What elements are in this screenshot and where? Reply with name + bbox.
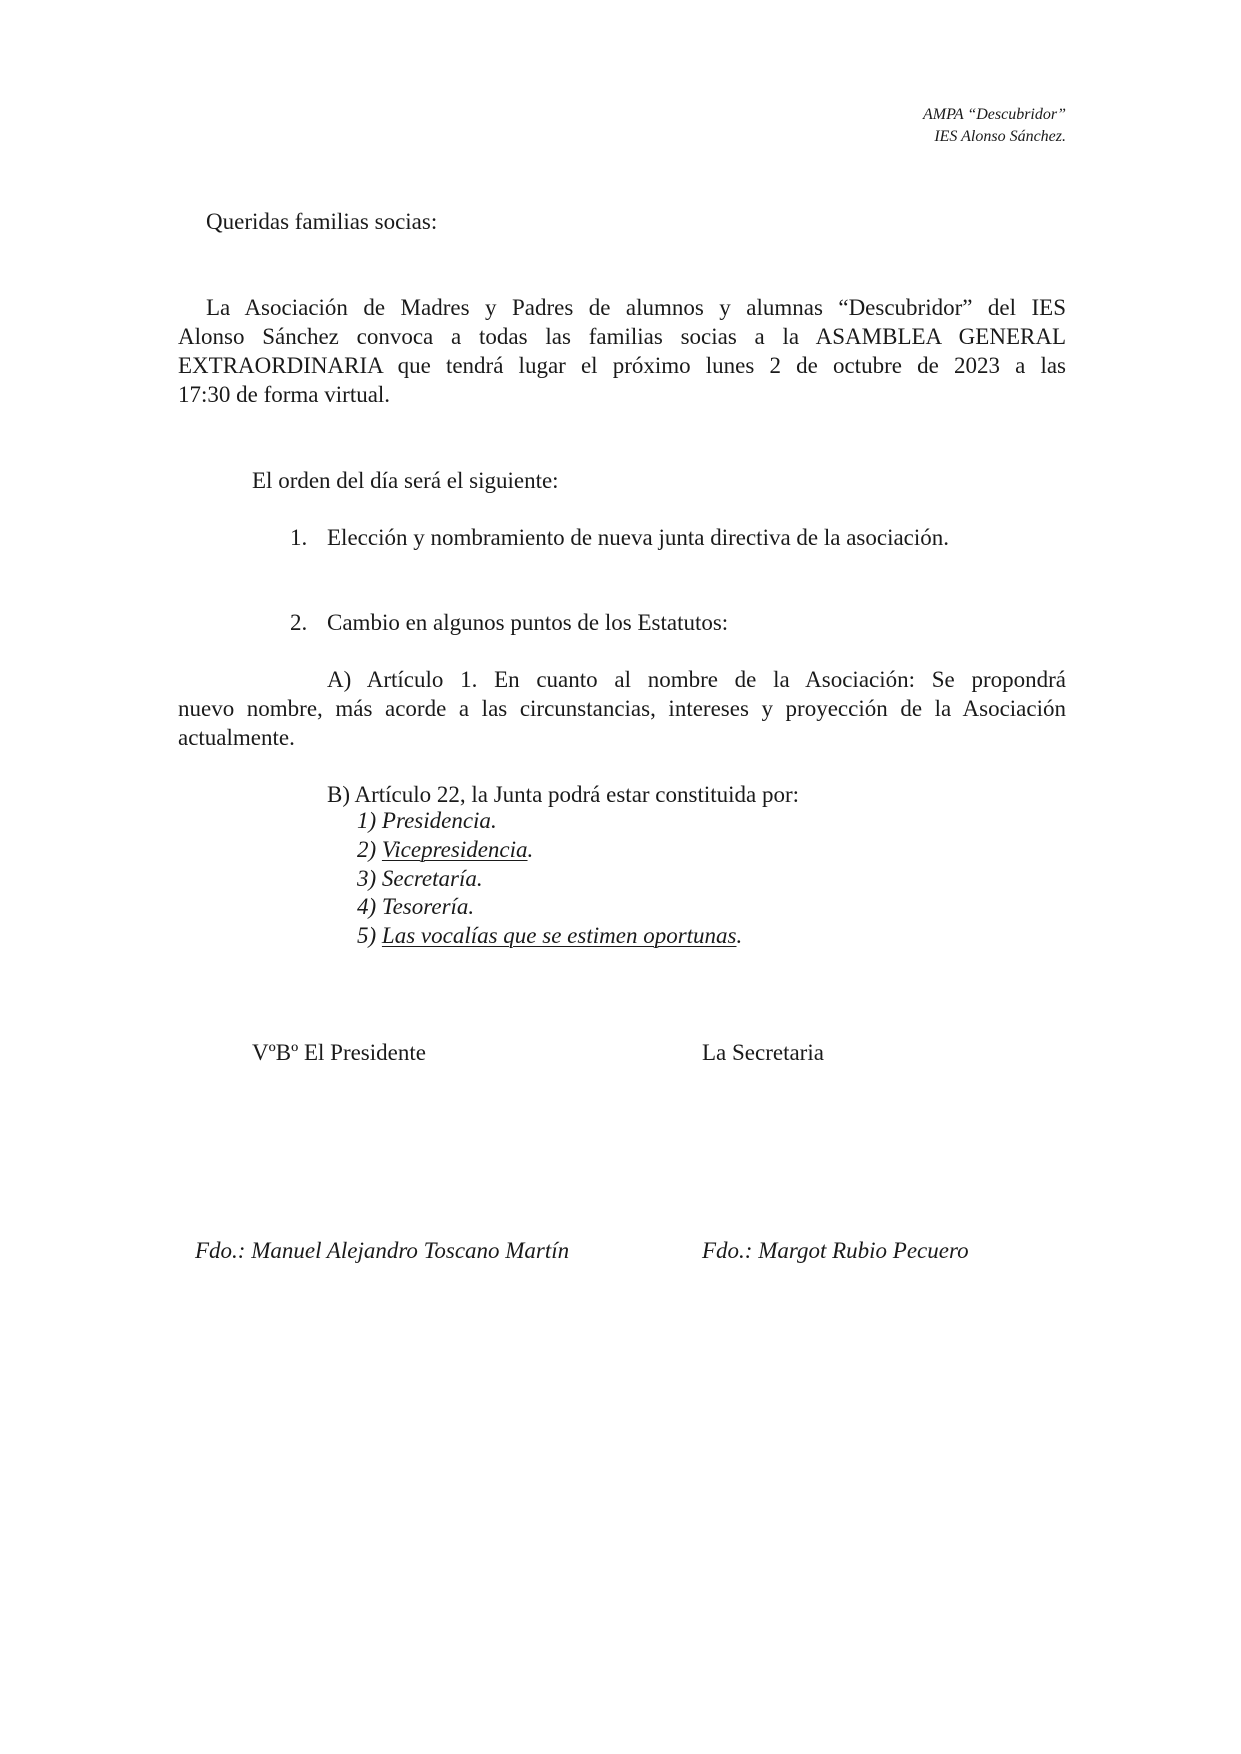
agenda-item-text: Cambio en algunos puntos de los Estatutos:	[327, 610, 729, 635]
list-item-text: Tesorería	[381, 894, 469, 919]
agenda-intro: El orden del día será el siguiente:	[252, 468, 559, 493]
list-item-text: Secretaría	[381, 866, 477, 891]
list-item-text: Vicepresidencia	[381, 837, 528, 862]
president-role-label: VºBº El Presidente	[252, 1040, 426, 1065]
list-item-number: 5)	[357, 923, 382, 948]
list-item-period: .	[527, 837, 534, 862]
list-item-period: .	[490, 808, 497, 833]
list-item-number: 4)	[357, 894, 382, 919]
list-item-period: .	[468, 894, 475, 919]
intro-line: 17:30 de forma virtual.	[178, 382, 391, 407]
list-item	[357, 866, 483, 892]
intro-line: EXTRAORDINARIA que tendrá lugar el próximo lunes 2 de octubre de 2023 a las	[178, 353, 1066, 378]
intro-line: Alonso Sánchez convoca a todas las familias socias a la ASAMBLEA GENERAL	[178, 324, 1066, 349]
point-b-intro: B) Artículo 22, la Junta podrá estar constituida por:	[327, 782, 800, 807]
header-association-name: AMPA “Descubridor”	[923, 106, 1066, 123]
list-item	[357, 894, 474, 920]
secretary-role-label: La Secretaria	[702, 1040, 824, 1065]
list-item-period: .	[476, 866, 483, 891]
list-item	[357, 837, 533, 863]
list-item-period: .	[736, 923, 743, 948]
point-a-line: nuevo nombre, más acorde a las circunstancias, intereses y proyección de la Asociación	[178, 696, 1066, 721]
list-item	[357, 808, 497, 834]
list-item-text: Presidencia	[381, 808, 491, 833]
header-school-name: IES Alonso Sánchez.	[934, 128, 1066, 145]
list-item-text: Las vocalías que se estimen oportunas	[381, 923, 737, 948]
intro-line: La Asociación de Madres y Padres de alumnos y alumnas “Descubridor” del IES	[206, 295, 1066, 320]
list-item-number: 1)	[357, 808, 382, 833]
agenda-item-text: Elección y nombramiento de nueva junta directiva de la asociación.	[327, 525, 950, 550]
point-a-line: actualmente.	[178, 725, 295, 750]
agenda-item-number: 1.	[290, 525, 308, 550]
list-item-number: 3)	[357, 866, 382, 891]
list-item	[357, 923, 742, 949]
secretary-signature-name: Fdo.: Margot Rubio Pecuero	[702, 1238, 969, 1263]
president-signature-name: Fdo.: Manuel Alejandro Toscano Martín	[195, 1238, 570, 1263]
greeting: Queridas familias socias:	[206, 209, 438, 234]
point-a-line: A) Artículo 1. En cuanto al nombre de la Asociación: Se propondrá	[327, 667, 1066, 692]
agenda-item-number: 2.	[290, 610, 308, 635]
list-item-number: 2)	[357, 837, 382, 862]
